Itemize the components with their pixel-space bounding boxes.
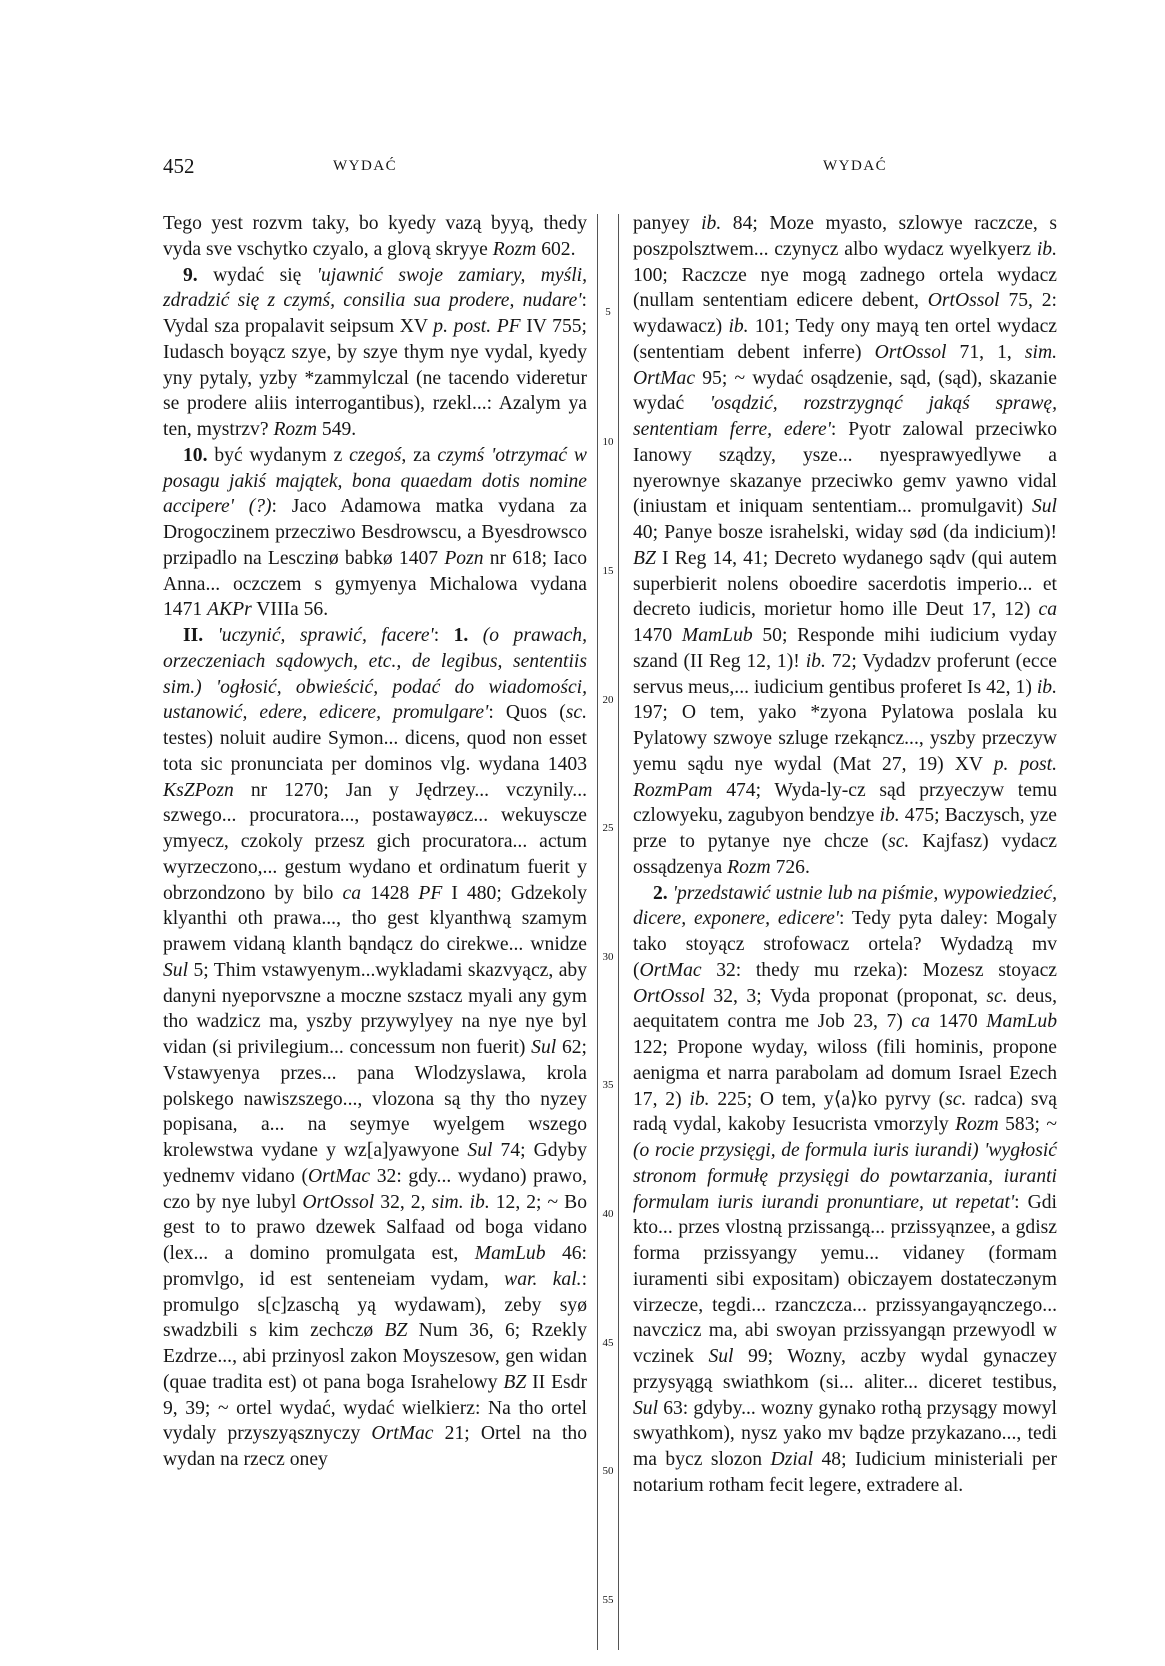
paragraph-continuation: panyey ib. 84; Moze myasto, szlowye raczcze, s poszpolsztwem... czynycz albo wydacz wyelkyerz ib. 100; Raczcze nye mogą zadnego ortela wydacz (nullam sententiam edicere debent, OrtOssol 75, 2: wydawacz) ib. 101; Tedy ony mayą ten ortel wydacz (sententiam debent inferre) OrtOssol 71, 1, sim. OrtMac 95; ~ wydać osądzenie, sąd, (sąd), skazanie wydać 'osądzić, rozstrzygnąć jakąś sprawę, sententiam ferre, edere': Pyotr zalowal przeciwko Ianowy sządzy, ysze... nyesprawyedlywe a nyerownye skazanye przeciwko gemv yawno vidal (iniustam et iniquam sententiam... promulgavit) Sul 40; Panye bosze israhelski, widay sød (da indicium)! BZ I Reg 14, 41; Decreto wydanego sądv (qui autem superbierit nolens oboedire sacerdotis imperio... et decreto iudicis, morietur homo ille Deut 17, 12) ca 1470 MamLub 50; Responde mihi iudicium vyday szand (II Reg 12, 1)! ib. 72; Vydadzv proferunt (ecce servus meus,... iudicium gentibus proferet Is 42, 1) ib. 197; O tem, yako *zyona Pylatowa poslala ku Pylatowy szwoye szluge rzekąncz..., yszby przeczyw yemu sądu nye wydal (Mat 27, 19) XV p. post. RozmPam 474; Wyda-ly-cz sąd przyeczyw temu czlowyeku, zagubyon bendzye ib. 475; Baczysch, yze prze to pytanye nye chcze (sc. Kajfasz) vydacz ossądzenya Rozm 726. <box>633 213 1058 878</box>
line-number: 45 <box>602 1337 614 1349</box>
paragraph-sense-II-1: II. 'uczynić, sprawić, facere': 1. (o prawach, orzeczeniach sądowych, etc., de legibus, sententiis sim.) 'ogłosić, obwieścić, podać do wiadomości, ustanowić, edere, edicere, promulgare': Quos (sc. testes) noluit audire Symon... dicens, quod non esset tota sic pronunciata per dominos vlg. wydana 1403 KsZPozn nr 1270; Jan y Jędrzey... vczynily... szwego... procuratora..., postawayøcz... wekuyscze ymyecz, czokoly przesz gich procuratora... actum wyrzeczono,... gestum wydano et ordinatum fuerit y obrzondzono by bilo ca 1428 PF I 480; Gdzekoly klyanthi oth prawa..., tho gest klyanthwą szamym prawem vidaną klanth bąndącz do cirekwe... wnidze Sul 5; Thim vstawyenym...wykladami skazvyącz, aby danyni nyeporvszne a moczne szstacz myali any gym tho wadzicz ma, yszby przywylyey na nye nye byl vidan (si privilegium... concessum non fuerit) Sul 62; Vstawyenya przes... pana Wlodzyslawa, krola polskego nawiszszego..., vlozona są thy tho nyzey popisana, a... na seymye wyelgem wszego krolewstwa vydane y wz[a]yawyone Sul 74; Gdyby yednemv vidano (OrtMac 32: gdy... wydano) prawo, czo by nye lubyl OrtOssol 32, 2, sim. ib. 12, 2; ~ Bo gest to to prawo dzewek Salfaad od boga vidano (lex... a domino promulgata est, MamLub 46: promvlgo, id est senteneiam vydam, war. kal.: promulgo s[c]zaschą yą wydawam), zeby syø swadzbili s kim zechczø BZ Num 36, 6; Rzekly Ezdrze..., abi przinyosl zakon Moyszesow, gen widan (quae tradita est) ot pana boga Israhelowy BZ II Esdr 9, 39; ~ ortel wydać, wydać wielkierz: Na tho ortel vydaly przyszyąsznyczy OrtMac 21; Ortel na tho wydan na rzecz oney <box>163 625 588 1470</box>
line-number: 30 <box>602 951 614 963</box>
left-column <box>163 211 587 1473</box>
page-number: 452 <box>163 154 195 178</box>
right-column <box>633 211 1057 1499</box>
line-number: 25 <box>602 822 614 834</box>
line-number: 20 <box>602 694 614 706</box>
paragraph-continuation: Tego yest rozvm taky, bo kyedy vazą byyą, thedy vyda sve vschytko czyalo, a glovą skryye Rozm 602. <box>163 213 587 260</box>
line-number: 35 <box>602 1079 614 1091</box>
running-head-left: WYDAĆ <box>333 158 398 174</box>
running-head-right: WYDAĆ <box>823 158 888 174</box>
page-header <box>163 154 1003 184</box>
column-rule-left <box>597 214 598 1650</box>
line-number: 50 <box>602 1465 614 1477</box>
paragraph-sense-II-2: 2. 'przedstawić ustnie lub na piśmie, wypowiedzieć, dicere, exponere, edicere': Tedy pyta daley: Mogaly tako stoyącz strofowacz ortela? Wydadzą mv (OrtMac 32: thedy mu rzeka): Mozesz stoyacz OrtOssol 32, 3; Vyda proponat (proponat, sc. deus, aequitatem contra me Job 23, 7) ca 1470 MamLub 122; Propone wyday, wiloss (fili hominis, propone aenigma et narra parabolam ad domum Israel Ezech 17, 2) ib. 225; O tem, y⟨a⟩ko pyrvy (sc. radca) svą radą vydal, kakoby Iesucrista vmorzyly Rozm 583; ~ (o rocie przysięgi, de formula iuris iurandi) 'wygłosić stronom formułę przysięgi do powtarzania, iuranti formulam iuris iurandi pronuntiare, ut repetat': Gdi kto... przes vlostną przissangą... przissyąnzee, a gdisz forma przissyangy yemu... vidaney (formam iuramenti sibi expositam) obiczayem dostateczənym virzecze, tegdi... rzanczcza... przissyangayąnczego... navczicz ma, abi swoyan przissyangąn przewyodl w vczinek Sul 99; Wozny, aczby wydal gynaczey przysyągą swiathkom (si... aliter... diceret testibus, Sul 63: gdyby... wozny gynako rothą przysągy mowyl swyathkom), nysz yako mv bądze przykazano..., tedi ma bycz slozon Dzial 48; Iudicium ministeriali per notarium rotham fecit legere, extradere al. <box>633 882 1058 1496</box>
column-rule-right <box>618 214 619 1650</box>
line-number: 15 <box>602 565 614 577</box>
line-number: 10 <box>602 436 614 448</box>
line-number: 55 <box>602 1594 614 1606</box>
paragraph-sense-10: 10. być wydanym z czegoś, za czymś 'otrzymać w posagu jakiś majątek, bona quaedam dotis nomine accipere' (?): Jaco Adamowa matka vydana za Drogoczinem przecziwo Besdrowscu, a Byesdrowsco przipadlo na Lesczinø babkø 1407 Pozn nr 618; Iaco Anna... oczczem s gymyenya Michalowa vydana 1471 AKPr VIIIa 56. <box>163 444 588 621</box>
line-number: 5 <box>605 306 611 318</box>
paragraph-sense-9: 9. wydać się 'ujawnić swoje zamiary, myśli, zdradzić się z czymś, consilia sua prodere, nudare': Vydal sza propalavit seipsum XV p. post. PF IV 755; Iudasch boyącz szye, by szye thym nye vydal, kyedy yny pytaly, yzby *zammylczal (ne tacendo videretur se prodere aliis interrogantibus), rzekl...: Azalym ya ten, mystrzv? Rozm 549. <box>163 264 587 440</box>
line-number: 40 <box>602 1208 614 1220</box>
